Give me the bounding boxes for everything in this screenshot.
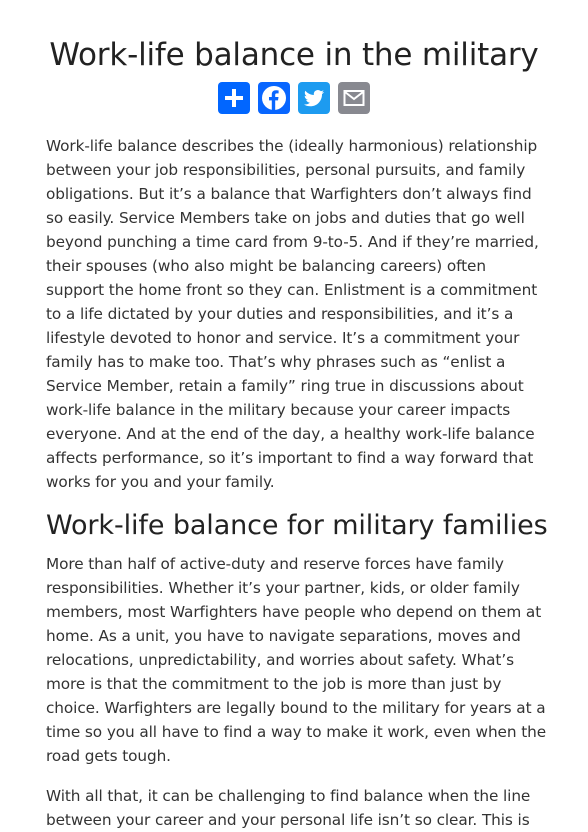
page-title: Work-life balance in the military [49,36,539,73]
facebook-share-button[interactable] [258,82,290,114]
twitter-share-button[interactable] [298,82,330,114]
section-heading: Work-life balance for military families [46,510,548,541]
share-bar [218,82,370,114]
section-paragraph-continued: With all that, it can be challenging to find balance when the line between your career and your personal life isn’t so clear. This is [46,787,531,829]
intro-paragraph: Work-life balance describes the (ideally harmonious) relationship between your job responsibilities, personal pursuits, and family obligations. But it’s a balance that Warfighters don’t always find so easily. Service Members take on jobs and duties that go well beyond punching a time card from 9-to-5. And if they’re married, their spouses (who also might be balancing careers) often support the home front so they can. Enlistment is a commitment to a life dictated by your duties and responsibilities, and it’s a lifestyle devoted to honor and service. It’s a commitment your family has to make too. That’s why phrases such as “enlist a Service Member, retain a family” ring true in discussions about work-life balance in the military because your career impacts everyone. And at the end of the day, a healthy work-life balance affects performance, so it’s important to find a way forward that works for you and your family. [46,137,539,491]
section-paragraph: More than half of active-duty and reserve forces have family responsibilities. Whether it’s your partner, kids, or older family members, most Warfighters have people who depend on them at home. As a unit, you have to navigate separations, moves and relocations, unpredictability, and worries about safety. What’s more is that the commitment to the job is more than just by choice. Warfighters are legally bound to the military for years at a time so you all have to find a way to make it work, even when the road gets tough. [46,555,547,765]
share-button[interactable] [218,82,250,114]
email-share-button[interactable] [338,82,370,114]
facebook-icon [261,85,287,111]
twitter-icon [302,86,326,110]
share-icon [223,87,245,109]
email-icon [342,86,366,110]
